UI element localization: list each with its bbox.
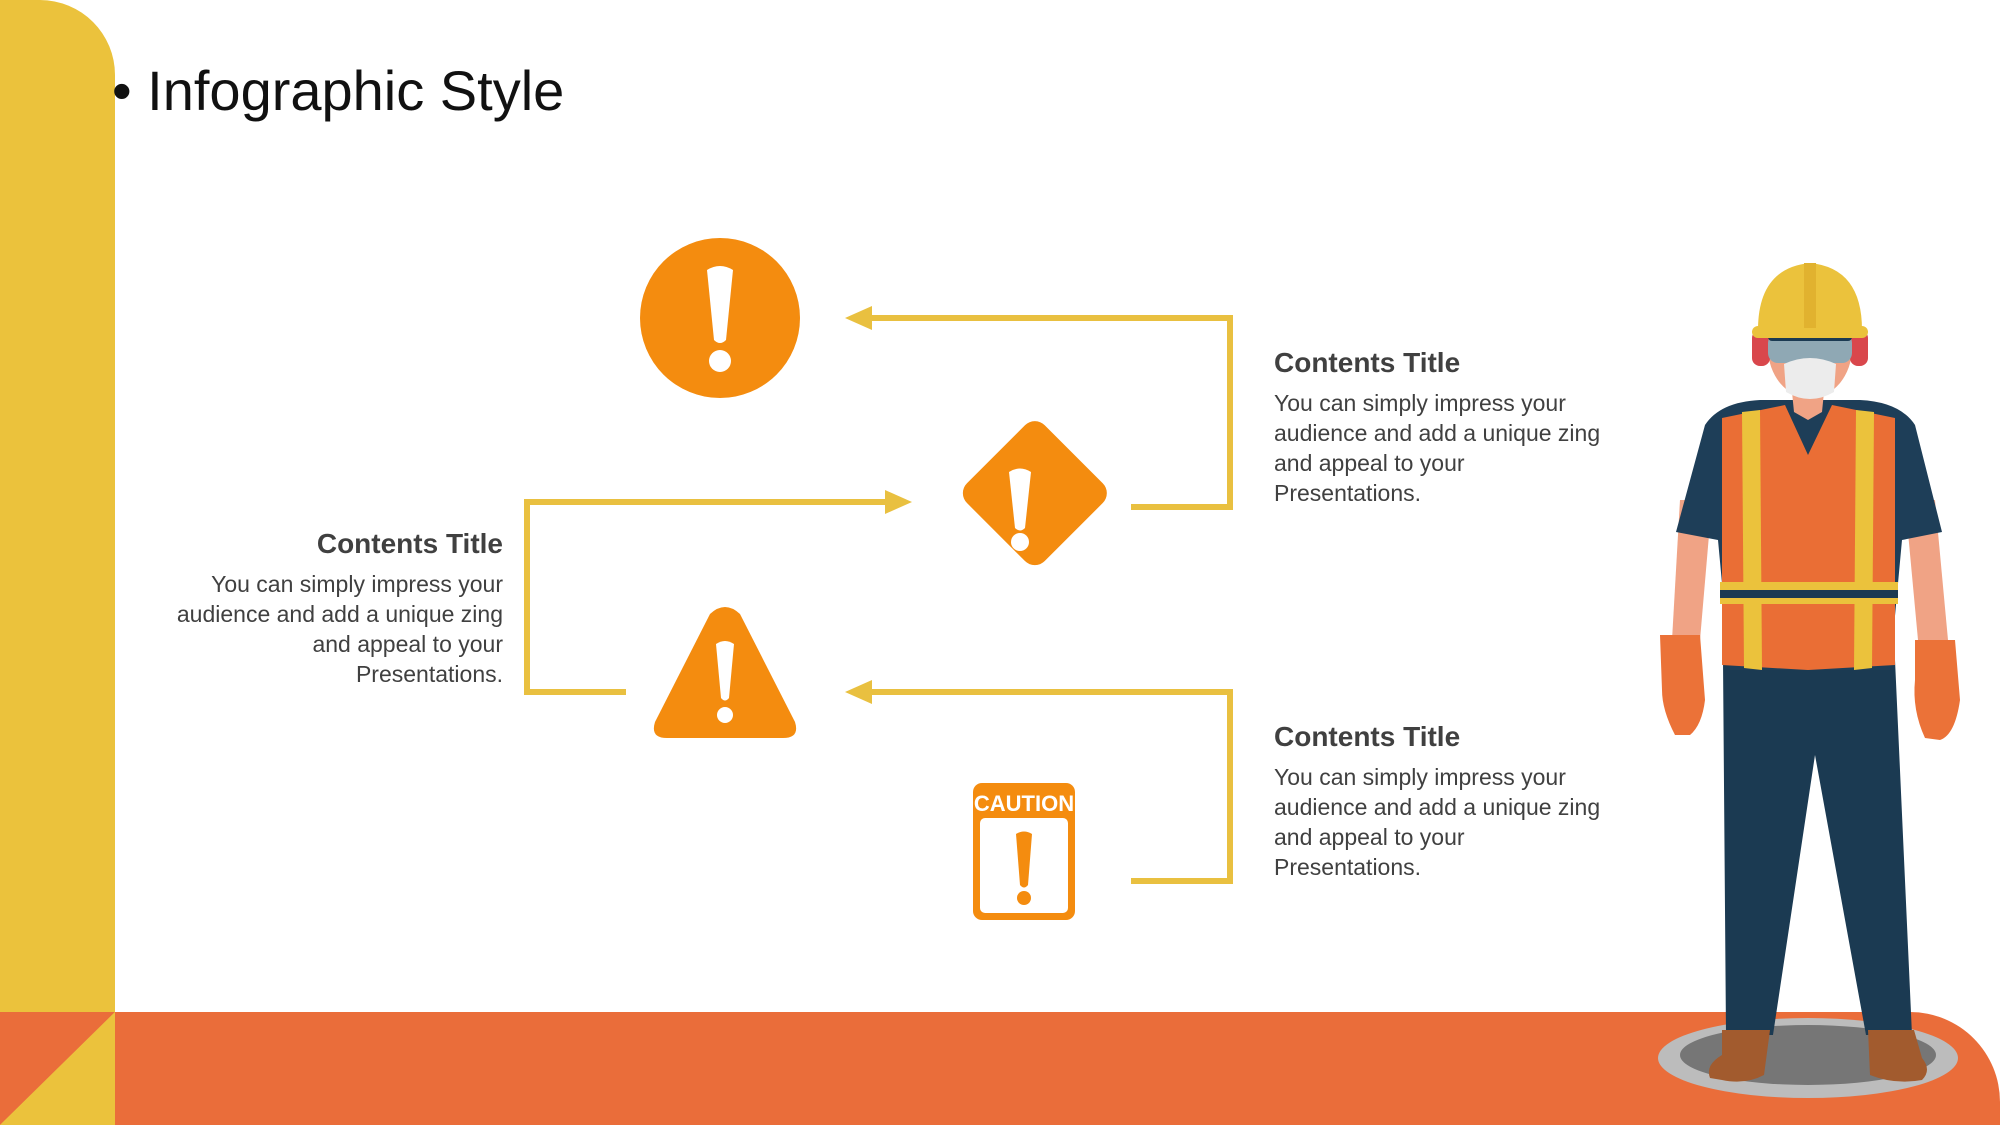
arrow-head-top (845, 306, 872, 330)
warning-triangle-icon (654, 607, 796, 738)
arrow-head-middle (885, 490, 912, 514)
content-block-left-body: You can simply impress your audience and add a unique zing and appeal to your Presentations. (176, 570, 503, 687)
content-block-top-right-body: You can simply impress your audience and add a unique zing and appeal to your Presentations. (1274, 389, 1601, 506)
content-block-bottom-right-body: You can simply impress your audience and add a unique zing and appeal to your Presentations. (1274, 763, 1601, 880)
caution-sign-label: CAUTION (973, 791, 1075, 816)
content-block-left (173, 527, 503, 689)
content-block-top-right-heading: Contents Title (1274, 347, 1461, 378)
title-bullet: • (112, 59, 132, 122)
content-block-bottom-right (1274, 720, 1604, 882)
content-block-top-right (1274, 346, 1604, 508)
connectors (527, 318, 1230, 881)
content-block-left-heading: Contents Title (316, 528, 503, 559)
arrow-head-bottom (845, 680, 872, 704)
left-accent-bar (0, 0, 115, 1125)
title-text: Infographic Style (147, 59, 565, 122)
construction-worker-illustration (1658, 263, 1960, 1098)
caution-sign-icon (973, 783, 1075, 920)
slide-title (112, 58, 564, 123)
content-block-bottom-right-heading: Contents Title (1274, 721, 1461, 752)
exclamation-diamond-icon (957, 415, 1113, 571)
exclamation-circle-icon (640, 238, 800, 398)
